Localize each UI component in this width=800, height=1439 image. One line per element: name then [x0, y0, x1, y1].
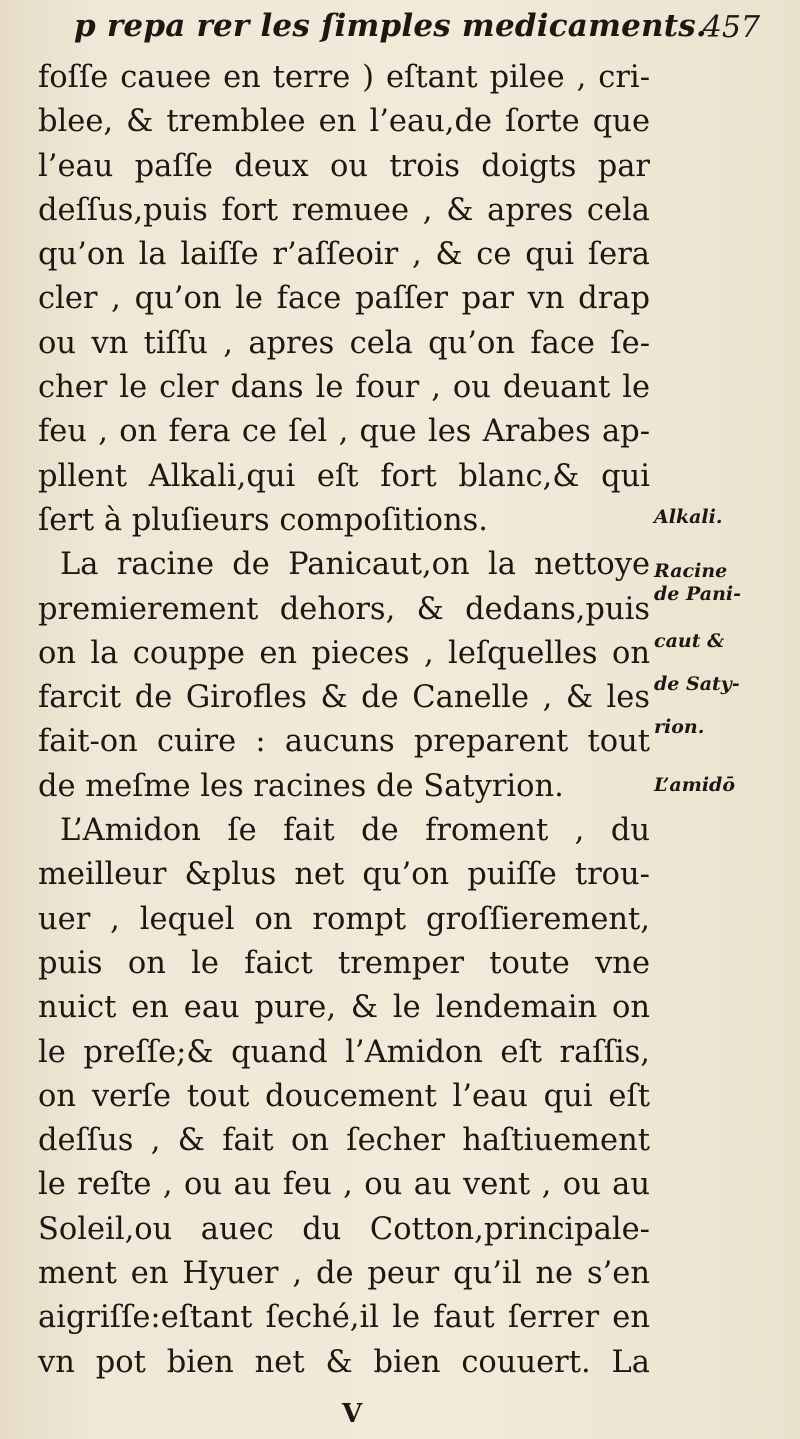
text-line: de meſme les racines de Satyrion. [38, 768, 564, 804]
margin-note-panicaut: de Pani- [654, 583, 741, 605]
text-line: La racine de Panicaut,on la nettoye [60, 547, 650, 583]
text-line: cler , qu’on le face paſſer par vn drap [38, 281, 650, 317]
margin-note-amidon: L’amidō [654, 774, 736, 796]
body-text [38, 56, 650, 1385]
text-line: fait-on cuire : aucuns preparent tout [38, 724, 650, 760]
text-line: foſſe cauee en terre ) eſtant pilee , cri- [38, 60, 650, 95]
text-line: blee, & tremblee en l’eau,de ſorte que [38, 104, 650, 140]
text-line: nuict en eau pure, & le lendemain on [38, 990, 650, 1026]
text-line: cher le cler dans le four , ou deuant le [38, 370, 650, 406]
text-line: pllent Alkali,qui eſt fort blanc,& qui [38, 458, 650, 494]
signature-mark: V [342, 1399, 363, 1429]
text-line: deſſus , & fait on ſecher haſtiuement [38, 1123, 650, 1159]
text-line: deſſus,puis fort remuee , & apres cela [38, 192, 650, 228]
text-line: l’eau paſſe deux ou trois doigts par [38, 148, 650, 184]
text-line: on la couppe en pieces , leſquelles on [38, 635, 650, 671]
margin-note-panicaut: caut & [654, 630, 725, 652]
text-line: ment en Hyuer , de peur qu’il ne s’en [38, 1256, 650, 1292]
text-line: le preſſe;& quand l’Amidon eſt raſſis, [38, 1034, 650, 1070]
text-line: feu , on fera ce ſel , que les Arabes ap- [38, 414, 650, 450]
text-line: farcit de Girofles & de Canelle , & les [38, 680, 650, 716]
running-head: p repa rer les ſimples medicaments. [74, 8, 707, 44]
text-line: premierement dehors, & dedans,puis [38, 591, 650, 627]
margin-note-satyrion: de Saty- [654, 673, 740, 695]
text-line: le reſte , ou au feu , ou au vent , ou au [38, 1167, 650, 1203]
page-header [60, 6, 760, 56]
text-line: meilleur &plus net qu’on puiſſe trou- [38, 857, 650, 893]
text-line: Soleil,ou auec du Cotton,principale- [38, 1211, 650, 1247]
margin-note-satyrion: rion. [654, 716, 705, 738]
text-line: vn pot bien net & bien couuert. La [38, 1344, 650, 1380]
text-line: aigriſſe:eſtant ſeché,il le faut ſerrer en [38, 1300, 650, 1336]
page-number: 457 [702, 10, 760, 45]
margin-note-alkali: Alkali. [654, 506, 723, 528]
margin-note-panicaut: Racine [654, 560, 728, 582]
text-line: qu’on la laiſſe r’aſſeoir , & ce qui ſera [38, 237, 650, 273]
text-line: uer , lequel on rompt groſſierement, [38, 901, 650, 937]
text-line: ſert à pluſieurs compoſitions. [38, 502, 488, 538]
text-line: ou vn tiſſu , apres cela qu’on face ſe- [38, 325, 650, 361]
text-line: on verſe tout doucement l’eau qui eſt [38, 1078, 650, 1114]
text-line: L’Amidon ſe fait de froment , du [60, 813, 650, 849]
text-line: puis on le faict tremper toute vne [38, 945, 650, 981]
